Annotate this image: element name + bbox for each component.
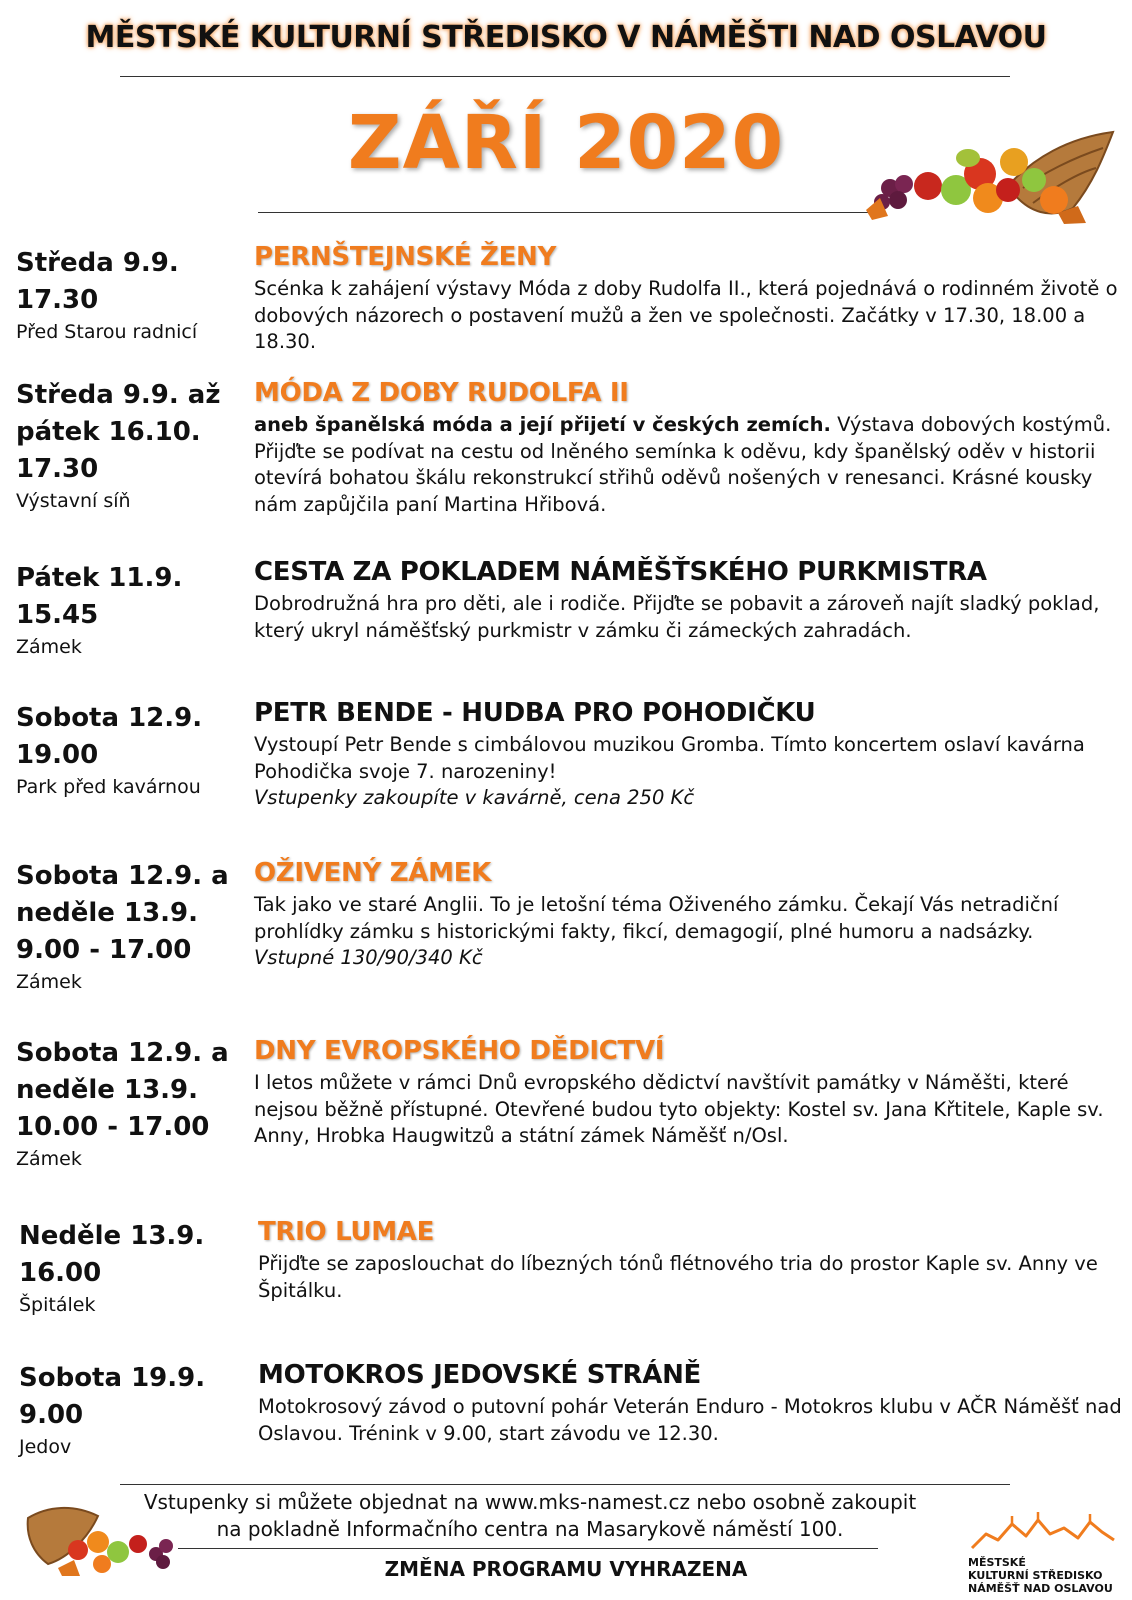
event-date-block	[19, 1360, 245, 1460]
event-title: TRIO LUMAE	[258, 1217, 435, 1247]
event-date: Sobota 12.9. 19.00	[16, 703, 203, 770]
event-date: Sobota 19.9. 9.00	[19, 1363, 206, 1430]
event-info	[254, 856, 1118, 972]
month-title: ZÁŘÍ 2020	[347, 100, 785, 186]
event-description-text: Přijďte se zaposlouchat do líbezných tónů flétnového tria do prostor Kaple sv. Anny ve Špitálku.	[258, 1252, 1098, 1302]
organization-logo	[968, 1510, 1118, 1594]
event-note: Vstupné 130/90/340 Kč	[254, 946, 483, 969]
event-title: MOTOKROS JEDOVSKÉ STRÁNĚ	[258, 1360, 702, 1390]
cornucopia-icon	[858, 128, 1120, 228]
event-date-block	[19, 1218, 245, 1318]
event-description	[254, 591, 1118, 644]
event-place: Špitálek	[19, 1294, 96, 1316]
event-place: Zámek	[16, 636, 82, 658]
event-place: Před Starou radnicí	[16, 321, 198, 343]
event-description-text: Dobrodružná hra pro děti, ale i rodiče. Přijďte se pobavit a zároveň najít sladký poklad, který ukryl náměšťský purkmistr v zámku či zámeckých zahradách.	[254, 592, 1100, 642]
event-description	[254, 1070, 1118, 1150]
event-note: Vstupenky zakoupíte v kavárně, cena 250 Kč	[254, 786, 695, 809]
event-date-block	[16, 858, 242, 995]
event-info	[254, 240, 1118, 356]
event-info	[258, 1358, 1122, 1447]
event-description-text: Vystoupí Petr Bende s cimbálovou muzikou Gromba. Tímto koncertem oslaví kavárna Pohodička svoje 7. narozeniny!	[254, 733, 1085, 783]
logo-text: MĚSTSKÉ	[968, 1556, 1026, 1569]
event-description-text: Tak jako ve staré Anglii. To je letošní téma Oživeného zámku. Čekají Vás netradiční prohlídky zámku s historickými fakty, fikcí, demagogií, plné humoru a nadsázky.	[254, 893, 1059, 943]
event-info	[254, 376, 1118, 518]
event-description-text: Výstava dobových kostýmů. Přijďte se podívat na cestu od lněného semínka k oděvu, kdy španělský oděv v historii otevírá bohatou škálu rekonstrukcí střihů oděvů nošených v renesanci. Krásné kousky nám zapůjčila paní Martina Hřibová.	[254, 413, 1112, 516]
event-title: PETR BENDE - HUDBA PRO POHODIČKU	[254, 698, 816, 728]
event-info	[254, 696, 1118, 812]
event-date: Sobota 12.9. a neděle 13.9. 9.00 - 17.00	[16, 861, 229, 965]
event-date: Neděle 13.9. 16.00	[19, 1221, 205, 1288]
event-description	[254, 276, 1118, 356]
month-rule	[258, 212, 873, 213]
event-info	[254, 1034, 1118, 1150]
event-date-block	[16, 377, 242, 514]
event-title: CESTA ZA POKLADEM NÁMĚŠŤSKÉHO PURKMISTRA	[254, 557, 987, 587]
tickets-info-line: na pokladně Informačního centra na Masarykově náměstí 100.	[216, 1517, 844, 1541]
event-date: Pátek 11.9. 15.45	[16, 563, 183, 630]
footer-rule-top	[120, 1484, 1010, 1485]
event-description-text: I letos můžete v rámci Dnů evropského dědictví navštívit památky v Náměšti, které nejsou běžně přístupné. Otevřené budou tyto objekty: Kostel sv. Jana Křtitele, Kaple sv. Anny, Hrobka Haugwitzů a státní zámek Náměšť n/Osl.	[254, 1071, 1104, 1147]
event-description	[254, 892, 1118, 945]
footer-rule-bottom	[178, 1548, 878, 1549]
tickets-info-line: Vstupenky si můžete objednat na www.mks-namest.cz nebo osobně zakoupit	[143, 1490, 917, 1514]
event-place: Zámek	[16, 971, 82, 993]
event-info	[258, 1215, 1122, 1304]
event-description	[254, 412, 1118, 518]
event-date-block	[16, 245, 242, 345]
logo-text: KULTURNÍ STŘEDISKO	[968, 1569, 1103, 1582]
event-description-text: Motokrosový závod o putovní pohár Veterán Enduro - Motokros klubu v AČR Náměšť nad Oslavou. Trénink v 9.00, start závodu ve 12.30.	[258, 1395, 1122, 1445]
event-description	[254, 732, 1118, 785]
event-info	[254, 555, 1118, 644]
header-rule	[120, 76, 1010, 77]
event-lead: aneb španělská móda a její přijetí v českých zemích.	[254, 413, 831, 436]
event-title: DNY EVROPSKÉHO DĚDICTVÍ	[254, 1036, 665, 1066]
event-date: Středa 9.9. až pátek 16.10. 17.30	[16, 380, 221, 484]
event-place: Park před kavárnou	[16, 776, 201, 798]
organization-title: MĚSTSKÉ KULTURNÍ STŘEDISKO V NÁMĚŠTI NAD OSLAVOU	[85, 20, 1047, 55]
program-change-notice: ZMĚNA PROGRAMU VYHRAZENA	[384, 1557, 748, 1581]
event-description	[258, 1394, 1122, 1447]
event-description-text: Scénka k zahájení výstavy Móda z doby Rudolfa II., která pojednává o rodinném životě o dobových názorech o postavení mužů a žen ve společnosti. Začátky v 17.30, 18.00 a 18.30.	[254, 277, 1118, 353]
logo-text: NÁMĚŠŤ NAD OSLAVOU	[968, 1582, 1113, 1595]
event-date-block	[16, 1035, 242, 1172]
town-skyline-logo-icon	[968, 1510, 1118, 1552]
event-title: PERNŠTEJNSKÉ ŽENY	[254, 242, 557, 272]
event-date-block	[16, 560, 242, 660]
event-place: Výstavní síň	[16, 490, 131, 512]
event-title: OŽIVENÝ ZÁMEK	[254, 858, 492, 888]
event-place: Jedov	[19, 1436, 72, 1458]
event-date: Sobota 12.9. a neděle 13.9. 10.00 - 17.00	[16, 1038, 229, 1142]
event-date-block	[16, 700, 242, 800]
event-description	[258, 1251, 1122, 1304]
event-place: Zámek	[16, 1148, 82, 1170]
event-title: MÓDA Z DOBY RUDOLFA II	[254, 378, 629, 408]
tickets-info	[110, 1489, 950, 1543]
event-date: Středa 9.9. 17.30	[16, 248, 179, 315]
